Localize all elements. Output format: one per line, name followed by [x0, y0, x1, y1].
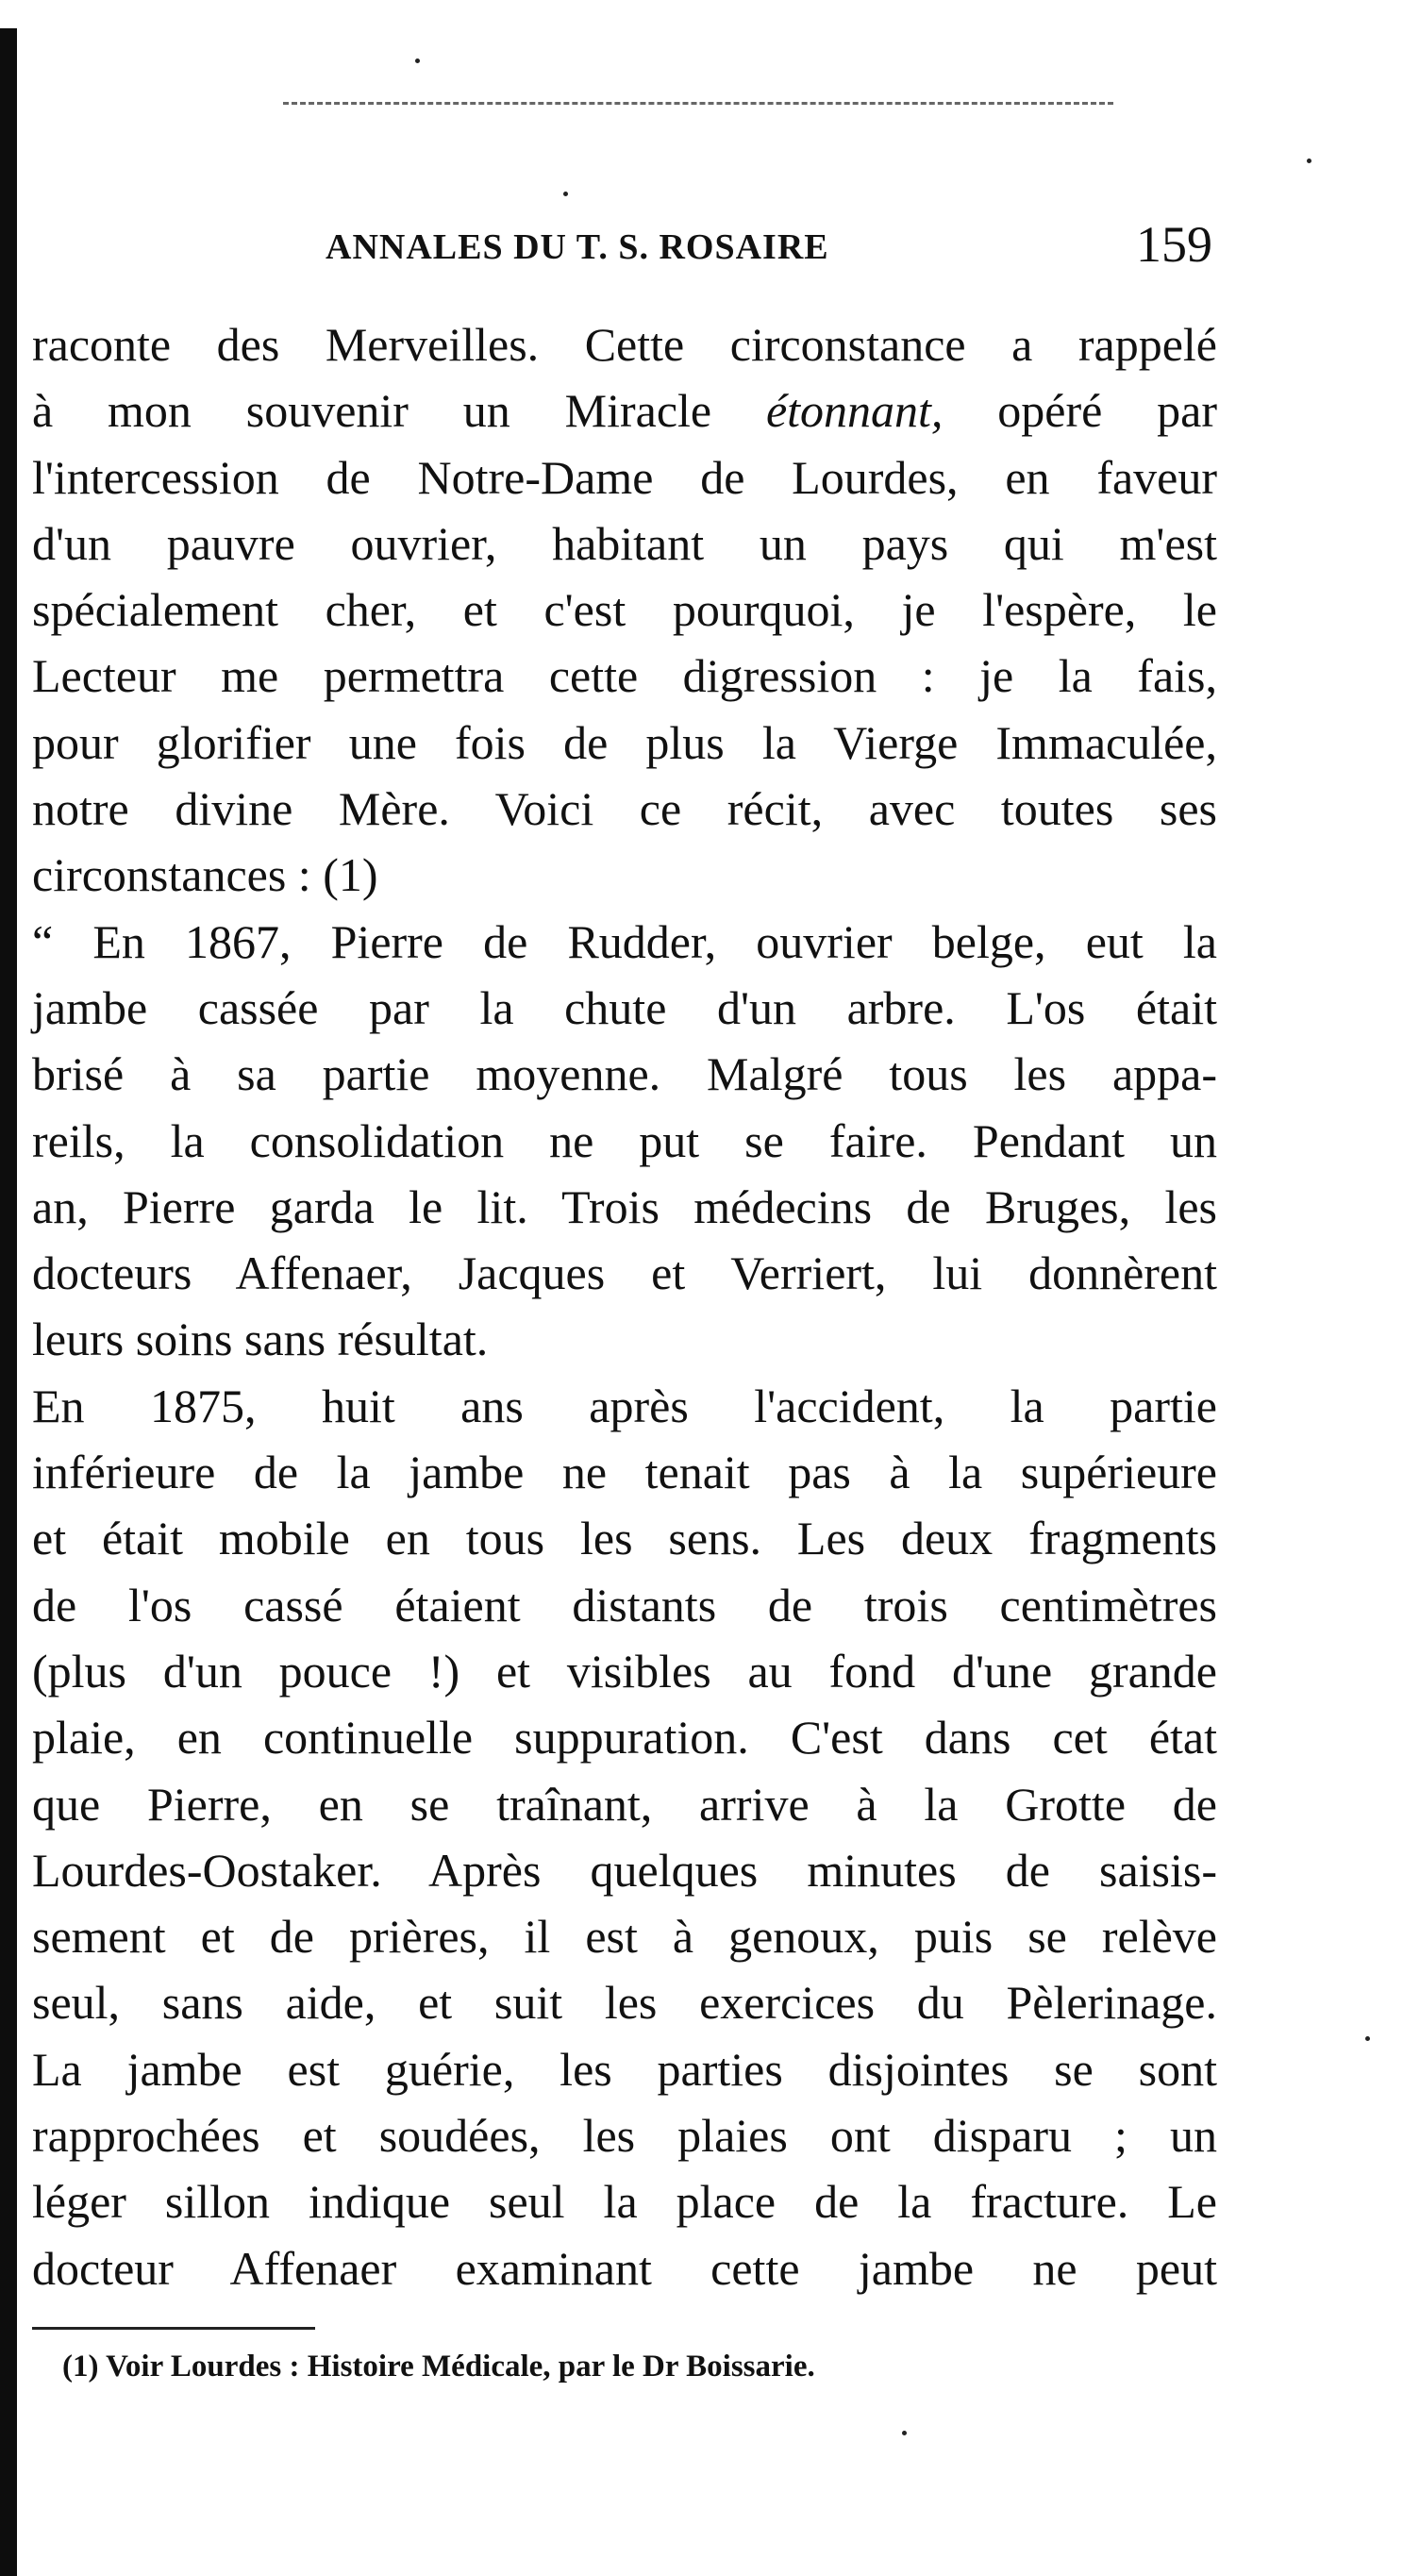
text-line: notre divine Mère. Voici ce récit, avec toutes ses [32, 782, 1217, 836]
text-line: inférieure de la jambe ne tenait pas à la supérieure [32, 1446, 1217, 1499]
print-speck [563, 192, 568, 196]
text-line: circonstances : (1) [32, 848, 378, 902]
body-text [32, 311, 1217, 2301]
text-line: sement et de prières, il est à genoux, puis se relève [32, 1910, 1217, 1964]
text-line: léger sillon indique seul la place de la fracture. Le [32, 2175, 1217, 2229]
text-line: leurs soins sans résultat. [32, 1313, 489, 1366]
text-line: En 1875, huit ans après l'accident, la partie [32, 1379, 1217, 1432]
text-line: seul, sans aide, et suit les exercices du Pèlerinage. [32, 1976, 1217, 2030]
running-title: ANNALES DU T. S. ROSAIRE [326, 227, 829, 267]
text-line-segment: à mon souvenir un Miracle [32, 384, 766, 438]
print-speck [1365, 2036, 1370, 2041]
text-line: que Pierre, en se traînant, arrive à la Grotte de [32, 1777, 1217, 1831]
text-line: plaie, en continuelle suppuration. C'est dans cet état [32, 1711, 1217, 1765]
top-ornament-rule [283, 102, 1113, 105]
text-line: Lecteur me permettra cette digression : je la fais, [32, 649, 1217, 703]
text-line: reils, la consolidation ne put se faire. Pendant un [32, 1113, 1217, 1167]
text-line: pour glorifier une fois de plus la Vierge Immaculée, [32, 715, 1217, 769]
print-speck [902, 2431, 907, 2435]
print-speck [415, 59, 420, 63]
page-number: 159 [1136, 216, 1212, 273]
text-line: jambe cassée par la chute d'un arbre. L'os était [32, 980, 1217, 1034]
footnote-rule [32, 2327, 315, 2330]
text-line: an, Pierre garda le lit. Trois médecins de Bruges, les [32, 1179, 1217, 1233]
print-speck [1307, 159, 1311, 163]
page-header [326, 215, 1212, 281]
text-line: docteurs Affenaer, Jacques et Verriert, lui donnèrent [32, 1246, 1217, 1300]
text-line: docteur Affenaer examinant cette jambe ne peut [32, 2241, 1217, 2295]
page-edge-shadow [0, 28, 17, 2576]
text-line: “ En 1867, Pierre de Rudder, ouvrier belge, eut la [32, 914, 1217, 968]
text-line: rapprochées et soudées, les plaies ont disparu ; un [32, 2109, 1217, 2163]
footnote: (1) Voir Lourdes : Histoire Médicale, par le Dr Boissarie. [62, 2350, 815, 2384]
text-line: l'intercession de Notre-Dame de Lourdes, en faveur [32, 450, 1217, 504]
text-line: de l'os cassé étaient distants de trois centimètres [32, 1578, 1217, 1631]
italic-word: étonnant, [765, 384, 944, 438]
text-line: brisé à sa partie moyenne. Malgré tous les appa- [32, 1047, 1217, 1101]
text-line: La jambe est guérie, les parties disjointes se sont [32, 2042, 1217, 2096]
text-line: Lourdes-Oostaker. Après quelques minutes de saisis- [32, 1843, 1217, 1897]
text-line-segment: opéré par [943, 384, 1217, 438]
text-line: raconte des Merveilles. Cette circonstance a rappelé [32, 318, 1217, 371]
text-line: et était mobile en tous les sens. Les deux fragments [32, 1512, 1217, 1565]
text-line: d'un pauvre ouvrier, habitant un pays qui m'est [32, 516, 1217, 570]
text-line [32, 377, 1217, 443]
text-line: (plus d'un pouce !) et visibles au fond d'une grande [32, 1644, 1217, 1698]
text-line: spécialement cher, et c'est pourquoi, je l'espère, le [32, 583, 1217, 637]
